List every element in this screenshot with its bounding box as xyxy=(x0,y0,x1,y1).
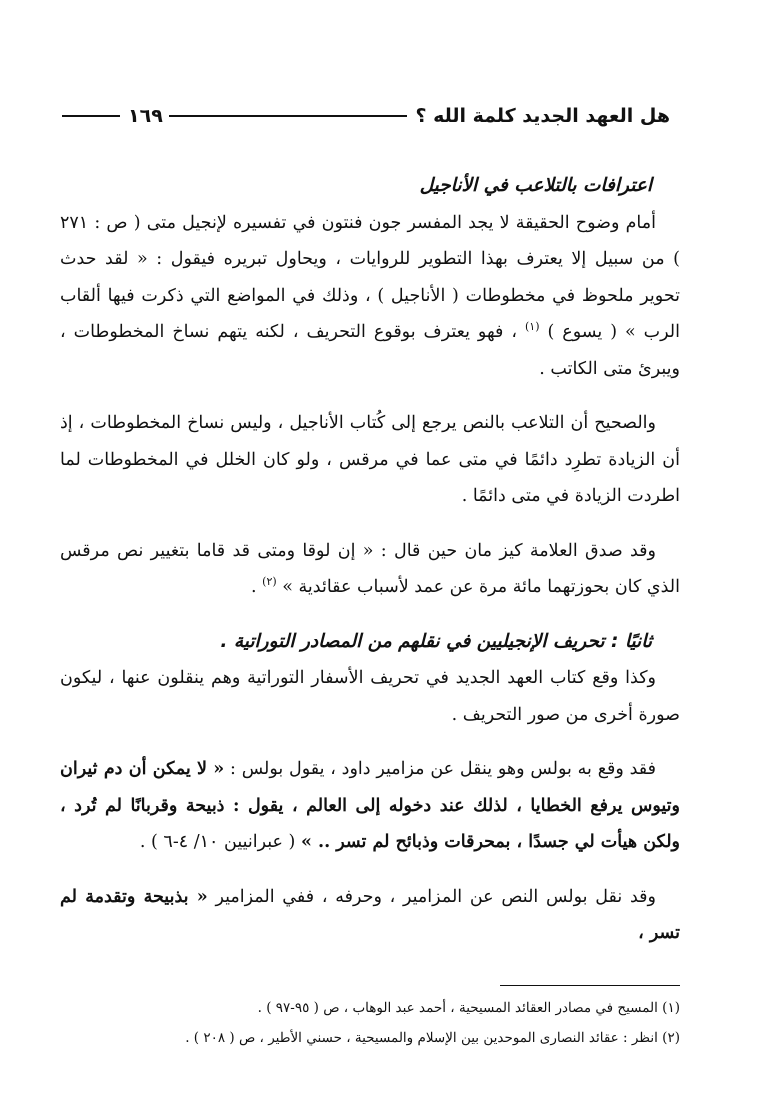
paragraph xyxy=(60,879,680,952)
header-rule xyxy=(169,115,408,117)
paragraph-text: . xyxy=(251,577,257,597)
section-heading: ثانيًا : تحريف الإنجيليين في نقلهم من المصادر التوراتية . xyxy=(220,630,652,652)
paragraph xyxy=(60,205,680,388)
body-text xyxy=(60,168,680,952)
header-rule-end xyxy=(62,115,120,117)
scripture-quote: « بذبيحة وتقدمة لم تسر ، xyxy=(60,886,680,943)
paragraph xyxy=(60,751,680,861)
running-header xyxy=(62,100,670,132)
footnote: (٢) انظر : عقائد النصارى الموحدين بين الإسلام والمسيحية ، حسني الأطير ، ص ( ٢٠٨ ) . xyxy=(185,1030,680,1046)
footnote: (١) المسيح في مصادر العقائد المسيحية ، أحمد عبد الوهاب ، ص ( ٩٥-٩٧ ) . xyxy=(257,1000,680,1016)
paragraph: وكذا وقع كتاب العهد الجديد في تحريف الأسفار التوراتية وهم ينقلون عنها ، ليكون صورة أخرى من صور التحريف . xyxy=(60,668,680,725)
paragraph-text: أمام وضوح الحقيقة لا يجد المفسر جون فنتون في تفسيره لإنجيل متى ( ص : ٢٧١ ) من سبيل إلا يعترف بهذا التطوير للروايات ، ويحاول تبريره فيقول : « لقد حدث تحوير ملحوظ في مخطوطات ( الأناجيل ) ، وذلك في المواضع التي ذكرت فيها ألقاب الرب » ( يسوع ) xyxy=(60,212,680,342)
footnotes xyxy=(60,993,680,1053)
scripture-quote: « لا يمكن أن دم ثيران وتيوس يرفع الخطايا ، لذلك عند دخوله إلى العالم ، يقول : ذبيحة وقربانًا لم تُرد ، ولكن هيأت لي جسدًا ، بمحرقات وذبائح لم تسر .. » xyxy=(60,759,680,852)
page-number: ١٦٩ xyxy=(128,105,163,127)
paragraph-text: وقد نقل بولس النص عن المزامير ، وحرفه ، ففي المزامير xyxy=(215,886,656,907)
footnote-marker[interactable]: (١) xyxy=(524,320,540,334)
paragraph-text: فقد وقع به بولس وهو ينقل عن مزامير داود ، يقول بولس : xyxy=(230,759,657,779)
paragraph: والصحيح أن التلاعب بالنص يرجع إلى كُتاب الأناجيل ، وليس نساخ المخطوطات ، إذ أن الزيادة تطرِد دائمًا في متى عما في مرقس ، ولو كان الخلل في المخطوطات لما اطردت الزيادة في متى دائمًا . xyxy=(60,413,680,506)
paragraph-text: وقد صدق العلامة كيز مان حين قال : « إن لوقا ومتى قد قاما بتغيير نص مرقس الذي كان بحوزتهما مائة مرة عن عمد لأسباب عقائدية » xyxy=(60,540,680,597)
running-title: هل العهد الجديد كلمة الله ؟ xyxy=(415,105,670,127)
scripture-reference: ( عبرانيين ١٠/ ٤-٦ ) . xyxy=(139,832,296,852)
footnote-marker[interactable]: (٢) xyxy=(262,575,277,589)
section-heading: اعترافات بالتلاعب في الأناجيل xyxy=(419,175,652,196)
paragraph-text: ، فهو يعترف بوقوع التحريف ، لكنه يتهم نساخ المخطوطات ، ويبرئ متى الكاتب . xyxy=(60,322,680,379)
paragraph xyxy=(60,533,680,606)
footnote-separator xyxy=(500,985,680,986)
